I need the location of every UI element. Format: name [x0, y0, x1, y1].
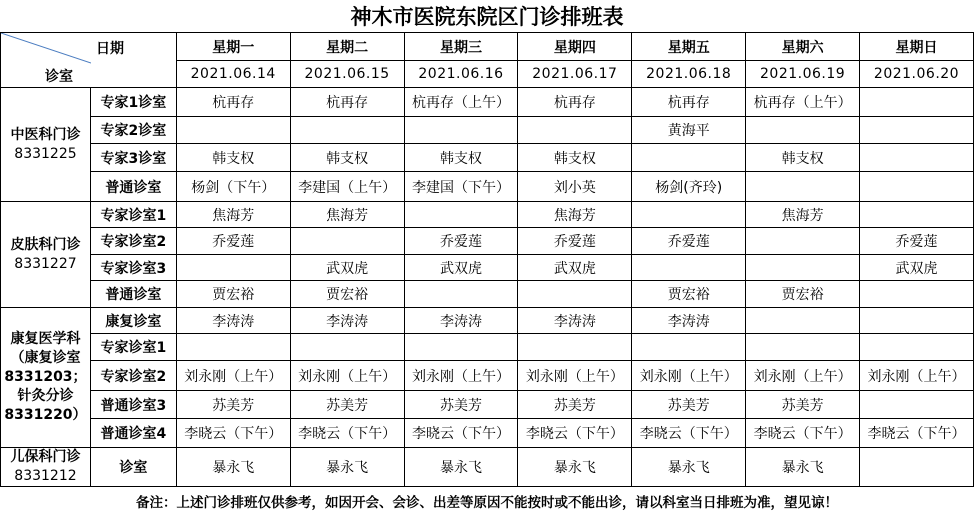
day-header: 星期二 — [290, 33, 404, 61]
table-row — [1, 419, 974, 448]
schedule-cell — [404, 281, 518, 308]
schedule-cell — [176, 117, 290, 144]
table-row — [1, 172, 974, 202]
schedule-cell: 焦海芳 — [176, 202, 290, 228]
schedule-cell: 乔爱莲 — [860, 228, 974, 255]
day-header: 星期六 — [746, 33, 860, 61]
schedule-cell — [632, 144, 746, 172]
schedule-cell: 李涛涛 — [176, 308, 290, 334]
schedule-cell: 李晓云（下午） — [290, 419, 404, 448]
schedule-cell: 杭再存 — [518, 88, 632, 117]
room-cell: 普通诊室 — [90, 172, 176, 202]
schedule-cell: 贾宏裕 — [632, 281, 746, 308]
room-cell: 专家1诊室 — [90, 88, 176, 117]
department-cell: 皮肤科门诊 8331227 — [1, 202, 91, 308]
schedule-cell — [746, 255, 860, 281]
schedule-cell: 暴永飞 — [176, 448, 290, 487]
schedule-cell: 焦海芳 — [290, 202, 404, 228]
schedule-cell — [404, 117, 518, 144]
table-row — [1, 391, 974, 419]
date-header: 2021.06.16 — [404, 61, 518, 88]
table-row — [1, 334, 974, 361]
schedule-cell: 韩支权 — [290, 144, 404, 172]
schedule-cell: 韩支权 — [176, 144, 290, 172]
date-header: 2021.06.14 — [176, 61, 290, 88]
schedule-cell: 暴永飞 — [290, 448, 404, 487]
schedule-cell — [860, 391, 974, 419]
schedule-cell: 杭再存 — [290, 88, 404, 117]
schedule-cell: 李晓云（下午） — [404, 419, 518, 448]
table-row — [1, 117, 974, 144]
day-header: 星期一 — [176, 33, 290, 61]
schedule-cell: 苏美芳 — [746, 391, 860, 419]
day-header: 星期三 — [404, 33, 518, 61]
schedule-cell: 暴永飞 — [632, 448, 746, 487]
footer-note: 备注：上述门诊排班仅供参考，如因开会、会诊、出差等原因不能按时或不能出诊，请以科室当日排班为准，望见谅！ — [136, 494, 838, 511]
schedule-cell — [632, 202, 746, 228]
room-cell: 专家诊室2 — [90, 228, 176, 255]
schedule-cell: 苏美芳 — [176, 391, 290, 419]
schedule-cell: 焦海芳 — [518, 202, 632, 228]
table-row — [1, 361, 974, 391]
room-cell: 专家诊室1 — [90, 202, 176, 228]
schedule-cell — [632, 334, 746, 361]
day-header: 星期四 — [518, 33, 632, 61]
schedule-cell: 暴永飞 — [518, 448, 632, 487]
schedule-cell: 武双虎 — [518, 255, 632, 281]
schedule-cell: 李涛涛 — [404, 308, 518, 334]
schedule-cell: 刘永刚（上午） — [404, 361, 518, 391]
schedule-cell — [746, 117, 860, 144]
day-header: 星期五 — [632, 33, 746, 61]
schedule-cell: 刘永刚（上午） — [632, 361, 746, 391]
schedule-cell: 李建国（下午） — [404, 172, 518, 202]
schedule-cell — [404, 334, 518, 361]
department-cell: 中医科门诊 8331225 — [1, 88, 91, 202]
schedule-cell — [290, 334, 404, 361]
schedule-cell: 杭再存 — [176, 88, 290, 117]
room-cell: 专家诊室1 — [90, 334, 176, 361]
table-row — [1, 228, 974, 255]
date-header: 2021.06.15 — [290, 61, 404, 88]
schedule-cell — [860, 88, 974, 117]
schedule-cell: 苏美芳 — [518, 391, 632, 419]
schedule-cell: 乔爱莲 — [632, 228, 746, 255]
schedule-cell — [518, 117, 632, 144]
schedule-cell — [746, 334, 860, 361]
schedule-cell: 李晓云（下午） — [176, 419, 290, 448]
schedule-cell: 李晓云（下午） — [518, 419, 632, 448]
schedule-cell: 刘永刚（上午） — [746, 361, 860, 391]
schedule-cell: 韩支权 — [746, 144, 860, 172]
schedule-cell: 刘小英 — [518, 172, 632, 202]
schedule-cell: 刘永刚（上午） — [176, 361, 290, 391]
schedule-table — [0, 32, 974, 515]
schedule-cell — [860, 308, 974, 334]
date-header: 2021.06.18 — [632, 61, 746, 88]
room-cell: 普通诊室3 — [90, 391, 176, 419]
schedule-cell: 刘永刚（上午） — [860, 361, 974, 391]
department-cell: 康复医学科 （康复诊室 8331203； 针灸分诊 8331220） — [1, 308, 91, 448]
schedule-cell: 武双虎 — [860, 255, 974, 281]
schedule-cell: 苏美芳 — [404, 391, 518, 419]
room-cell: 专家2诊室 — [90, 117, 176, 144]
room-cell: 专家诊室3 — [90, 255, 176, 281]
schedule-cell: 李涛涛 — [632, 308, 746, 334]
schedule-cell — [746, 172, 860, 202]
table-row — [1, 255, 974, 281]
schedule-cell: 武双虎 — [290, 255, 404, 281]
schedule-cell: 焦海芳 — [746, 202, 860, 228]
room-cell: 专家诊室2 — [90, 361, 176, 391]
schedule-cell — [860, 202, 974, 228]
schedule-cell — [746, 228, 860, 255]
room-cell: 康复诊室 — [90, 308, 176, 334]
date-header: 2021.06.20 — [860, 61, 974, 88]
schedule-cell — [404, 202, 518, 228]
date-header: 2021.06.19 — [746, 61, 860, 88]
date-header: 2021.06.17 — [518, 61, 632, 88]
schedule-cell: 杭再存（上午） — [404, 88, 518, 117]
room-cell: 专家3诊室 — [90, 144, 176, 172]
schedule-cell: 黄海平 — [632, 117, 746, 144]
schedule-cell: 李建国（上午） — [290, 172, 404, 202]
schedule-cell — [290, 117, 404, 144]
schedule-cell — [746, 308, 860, 334]
table-row — [1, 144, 974, 172]
schedule-cell: 杭再存 — [632, 88, 746, 117]
schedule-cell — [860, 144, 974, 172]
schedule-cell: 李晓云（下午） — [860, 419, 974, 448]
schedule-cell: 贾宏裕 — [176, 281, 290, 308]
schedule-cell: 暴永飞 — [404, 448, 518, 487]
schedule-cell: 韩支权 — [404, 144, 518, 172]
table-row — [1, 448, 974, 487]
schedule-cell: 刘永刚（上午） — [290, 361, 404, 391]
schedule-cell — [176, 255, 290, 281]
schedule-cell: 李晓云（下午） — [632, 419, 746, 448]
schedule-cell — [860, 334, 974, 361]
schedule-cell — [860, 281, 974, 308]
schedule-cell: 乔爱莲 — [404, 228, 518, 255]
room-label: 诊室 — [45, 69, 73, 85]
schedule-cell — [632, 255, 746, 281]
schedule-cell: 韩支权 — [518, 144, 632, 172]
table-row — [1, 308, 974, 334]
room-cell: 诊室 — [90, 448, 176, 487]
schedule-cell: 杭再存（上午） — [746, 88, 860, 117]
schedule-cell: 乔爱莲 — [518, 228, 632, 255]
schedule-cell — [176, 334, 290, 361]
schedule-cell: 贾宏裕 — [746, 281, 860, 308]
table-row — [1, 88, 974, 117]
schedule-cell: 武双虎 — [404, 255, 518, 281]
schedule-cell: 苏美芳 — [632, 391, 746, 419]
date-label: 日期 — [96, 41, 124, 57]
schedule-cell: 杨剑(齐玲) — [632, 172, 746, 202]
schedule-cell: 贾宏裕 — [290, 281, 404, 308]
day-header: 星期日 — [860, 33, 974, 61]
header-corner — [1, 33, 177, 88]
schedule-cell: 苏美芳 — [290, 391, 404, 419]
schedule-cell: 杨剑（下午） — [176, 172, 290, 202]
room-cell: 普通诊室4 — [90, 419, 176, 448]
schedule-cell: 乔爱莲 — [176, 228, 290, 255]
schedule-cell: 刘永刚（上午） — [518, 361, 632, 391]
schedule-cell — [860, 117, 974, 144]
room-cell: 普通诊室 — [90, 281, 176, 308]
table-row — [1, 202, 974, 228]
page-title: 神木市医院东院区门诊排班表 — [350, 5, 624, 29]
table-row — [1, 281, 974, 308]
schedule-cell — [860, 448, 974, 487]
schedule-cell — [518, 334, 632, 361]
schedule-cell: 李涛涛 — [518, 308, 632, 334]
schedule-cell: 李涛涛 — [290, 308, 404, 334]
schedule-cell: 暴永飞 — [746, 448, 860, 487]
schedule-cell: 李晓云（下午） — [746, 419, 860, 448]
department-cell: 儿保科门诊 8331212 — [1, 448, 91, 487]
schedule-cell — [518, 281, 632, 308]
schedule-cell — [290, 228, 404, 255]
schedule-cell — [860, 172, 974, 202]
